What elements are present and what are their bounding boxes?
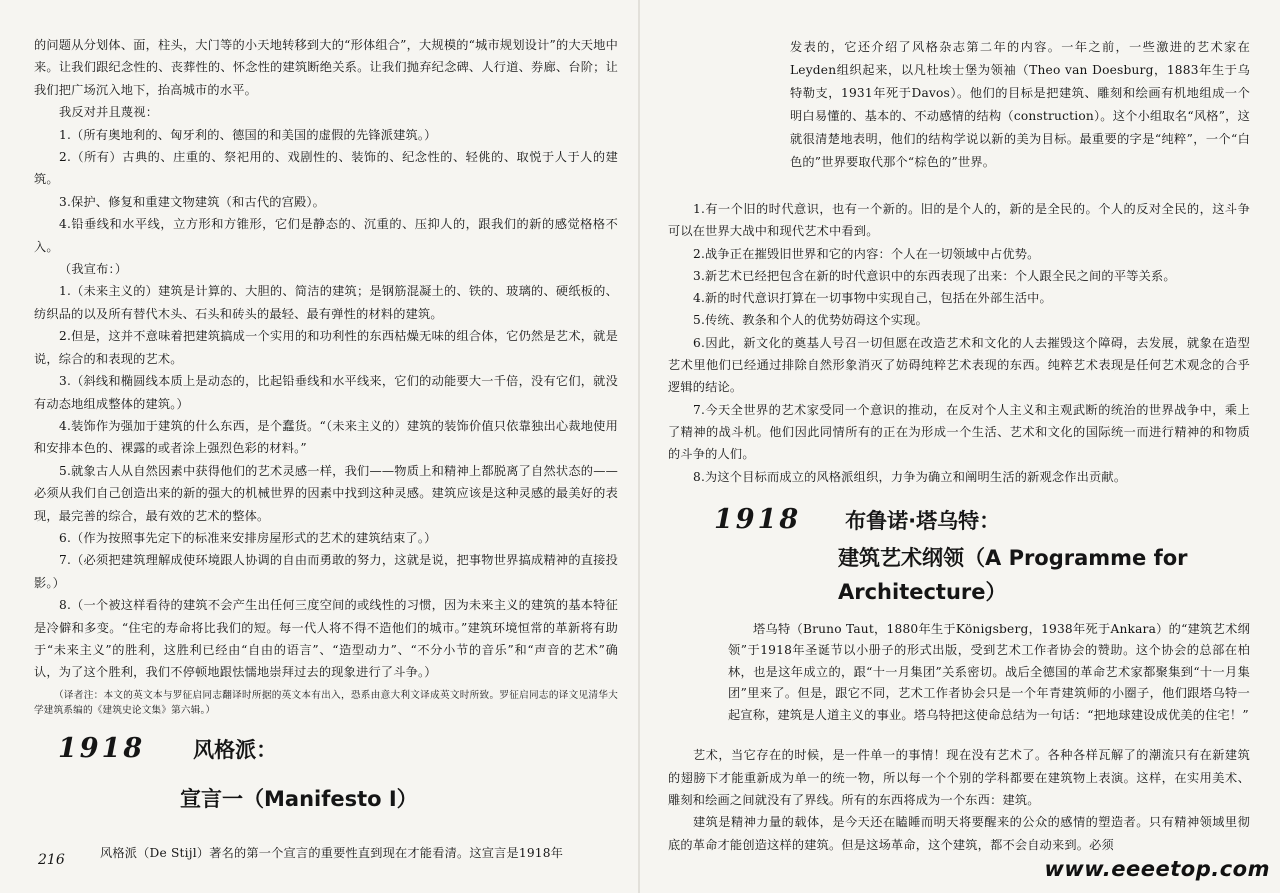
left-para-11: 5.就象古人从自然因素中获得他们的艺术灵感一样，我们——物质上和精神上都脱离了自然状态的——必须从我们自己创造出来的新的强大的机械世界的因素中找到这种灵感。建筑应该是这种灵感的最美好的表现，最完善的综合，最有效的艺术的整体。 (34, 463, 618, 523)
destijl-intro: 风格派（De Stijl）著名的第一个宣言的重要性直到现在才能看清。这宣言是1918年 (100, 845, 564, 860)
taut-programme-title-line1: 建筑艺术纲领（A Programme for (838, 545, 1188, 570)
left-para-12: 6.（作为按照事先定下的标准来安排房屋形式的艺术的建筑结束了。） (59, 530, 437, 545)
left-para-0: 的问题从分划体、面，柱头，大门等的小天地转移到大的“形体组合”，大规模的“城市规划设计”的大天地中来。让我们跟纪念性的、丧葬性的、怀念性的建筑断绝关系。让我们抛弃纪念碑、人行道、券廊、台阶；让我们把广场沉入地下，抬高城市的水平。 (34, 38, 618, 97)
left-para-9: 3.（斜线和椭圆线本质上是动态的，比起铅垂线和水平线来，它们的动能要大一千倍，没有它们，就没有动态地组成整体的建筑。） (34, 374, 618, 411)
left-para-8: 2.但是，这并不意味着把建筑搞成一个实用的和功利性的东西枯燥无味的组合体，它仍然是艺术，就是说，综合的和表现的艺术。 (34, 329, 618, 366)
destijl-heading-title: 风格派： (193, 737, 278, 762)
left-para-4: 3.保护、修复和重建文物建筑（和古代的宫殿）。 (59, 194, 326, 209)
destijl-heading (34, 733, 618, 764)
taut-intro: 塔乌特（Bruno Taut，1880年生于Königsberg，1938年死于Ankara）的“建筑艺术纲领”于1918年圣诞节以小册子的形式出版，受到艺术工作者协会的赞助。这个协会的总部在柏林，也是这年成立的，跟“十一月集团”关系密切。战后全德国的革命艺术家都聚集到“十一月集团”里来了。但是，跟它不同，艺术工作者协会只是一个年青建筑师的小圈子，他们跟塔乌特一起宣称，建筑是人道主义的事业。塔乌特把这使命总结为一句话：“把地球建设成优美的住宅！” (728, 621, 1250, 722)
left-para-14: 8.（一个被这样看待的建筑不会产生出任何三度空间的或线性的习惯，因为未来主义的建筑的基本特征是冷僻和多变。“住宅的寿命将比我们的短。每一代人将不得不造他们的城市。”建筑环境恒常的革新将有助于“未来主义”的胜利，这胜利已经由“自由的语言”、“造型动力”、“不分小节的音乐”和“声音的艺术”确认，为了这个胜利，我们不停顿地跟怯懦地崇拜过去的现象进行了斗争。） (34, 598, 618, 680)
manifesto-item-8: 8.为这个目标而成立的风格派组织，力争为确立和阐明生活的新观念作出贡献。 (693, 469, 1127, 484)
left-para-1: 我反对并且蔑视： (59, 105, 159, 120)
left-para-6: （我宣布：） (59, 262, 128, 277)
destijl-intro-continued (668, 36, 1250, 174)
watermark: www.eeeetop.com (1044, 857, 1270, 881)
manifesto-item-6: 6.因此，新文化的奠基人号召一切但愿在改造艺术和文化的人去摧毁这个障碍，去发展，就象在造型艺术里他们已经通过排除自然形象消灭了妨碍纯粹艺术表现的东西。纯粹艺术表现是任何艺术观念的合乎逻辑的结论。 (668, 335, 1250, 395)
taut-programme-title-line2: Architecture） (838, 579, 1007, 604)
taut-heading-year: 1918 (714, 503, 802, 535)
manifesto-item-1: 1.有一个旧的时代意识，也有一个新的。旧的是个人的，新的是全民的。个人的反对全民的，这斗争可以在世界大战中和现代艺术中看到。 (668, 202, 1250, 239)
left-para-13: 7.（必须把建筑理解成使环境跟人协调的自由而勇敢的努力，这就是说，把事物世界搞成精神的直接投影。） (34, 553, 618, 590)
taut-body (668, 744, 1250, 855)
left-para-3: 2.（所有）古典的、庄重的、祭祀用的、戏剧性的、装饰的、纪念性的、轻佻的、取悦于人于人的建筑。 (34, 150, 618, 187)
manifesto-item-5: 5.传统、教条和个人的优势妨碍这个实现。 (693, 313, 929, 328)
manifesto-item-7: 7.今天全世界的艺术家受同一个意识的推动，在反对个人主义和主观武断的统治的世界战争中，乘上了精神的战斗机。他们因此同情所有的正在为形成一个生活、艺术和文化的国际统一而进行精神的和物质的斗争的人们。 (668, 402, 1250, 462)
destijl-manifesto-items (668, 198, 1250, 488)
taut-body-para-2: 建筑是精神力量的载体，是今天还在瞌睡而明天将要醒来的公众的感情的塑造者。只有精神领域里彻底的革命才能创造这样的建筑。但是这场革命，这个建筑，都不会自动来到。必须 (668, 815, 1250, 852)
destijl-intro-text: 发表的，它还介绍了风格杂志第二年的内容。一年之前，一些激进的艺术家在Leyden组织起来，以凡杜埃士堡为领袖（Theo van Doesburg，1883年生于乌特勒支，1931年死于Davos）。他们的目标是把建筑、雕刻和绘画有机地组成一个明白易懂的、基本的、不动感情的结构（construction）。这个小组取名“风格”，这就很清楚地表明，他们的结构学说以新的美为目标。最重要的字是“纯粹”，一个“白色的”世界要取代那个“棕色的”世界。 (790, 40, 1250, 169)
taut-heading-title: 布鲁诺·塔乌特： (845, 508, 1001, 533)
left-para-10: 4.装饰作为强加于建筑的什么东西，是个蠢货。“（未来主义的）建筑的装饰价值只依靠独出心裁地使用和安排本色的、裸露的或者涂上强烈色彩的材料。” (34, 418, 618, 456)
manifesto-item-3: 3.新艺术已经把包含在新的时代意识中的东西表现了出来：个人跟全民之间的平等关系。 (693, 268, 1176, 283)
left-para-2: 1.（所有奥地利的、匈牙利的、德国的和美国的虚假的先锋派建筑。） (59, 127, 437, 142)
taut-body-para-1: 艺术，当它存在的时候，是一件单一的事情！现在没有艺术了。各种各样瓦解了的潮流只有在新建筑的翅膀下才能重新成为单一的统一物，所以每一个个别的学科都要在建筑物上表演。这样，在实用美术、雕刻和绘画之间就没有了界线。所有的东西将成为一个东西：建筑。 (668, 748, 1250, 807)
manifesto-title: 宣言一（Manifesto Ⅰ） (180, 786, 418, 811)
taut-intro-block (668, 619, 1250, 727)
left-para-7: 1.（未来主义的）建筑是计算的、大胆的、简洁的建筑；是钢筋混凝土的、铁的、玻璃的、硬纸板的、纺织品的以及所有替代木头、石头和砖头的最轻、最有弹性的材料的建筑。 (34, 284, 618, 321)
right-page (640, 0, 1280, 893)
left-para-5: 4.铅垂线和水平线，立方形和方锥形，它们是静态的、沉重的、压抑人的，跟我们的新的感觉格格不入。 (34, 217, 618, 254)
manifesto-item-2: 2.战争正在摧毁旧世界和它的内容：个人在一切领域中占优势。 (693, 246, 1040, 261)
destijl-heading-year: 1918 (58, 732, 146, 764)
page-number: 216 (38, 852, 65, 868)
manifesto-item-4: 4.新的时代意识打算在一切事物中实现自己，包括在外部生活中。 (693, 291, 1052, 306)
translator-note: （译者注：本文的英文本与罗征启同志翻译时所据的英文本有出入，恐系由意大利文译成英文时所致。罗征启同志的译文见清华大学建筑系编的《建筑史论文集》第六辑。） (34, 689, 618, 717)
taut-heading (668, 504, 1250, 535)
